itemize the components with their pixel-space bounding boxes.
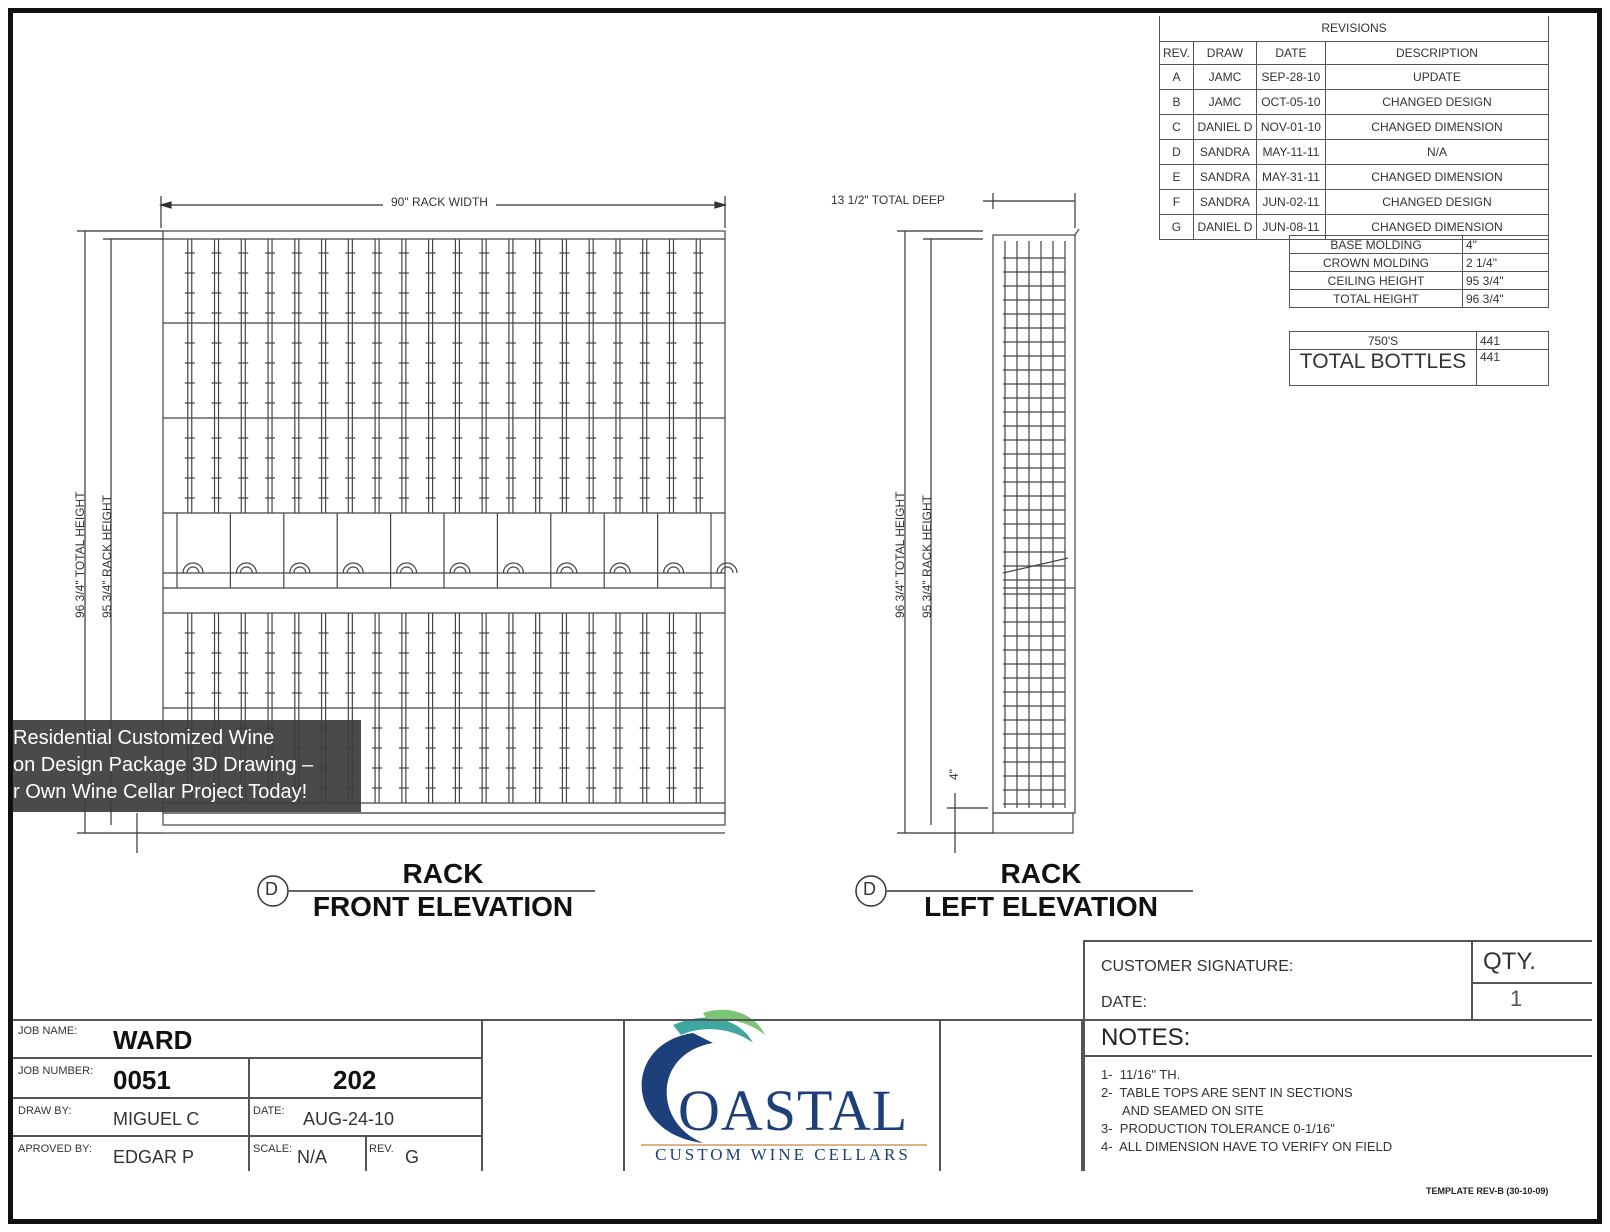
- date-label: DATE:: [253, 1105, 285, 1117]
- spec-label: TOTAL HEIGHT: [1290, 290, 1463, 308]
- customer-signature-label: CUSTOMER SIGNATURE:: [1101, 958, 1294, 975]
- front-title-line2: FRONT ELEVATION: [312, 891, 574, 922]
- front-display-bottle: [236, 563, 256, 573]
- side-title-line2: LEFT ELEVATION: [924, 891, 1158, 922]
- signature-block: [1083, 940, 1592, 1021]
- revision-rev-cell: D: [1160, 139, 1194, 164]
- spec-label: BASE MOLDING: [1290, 236, 1463, 254]
- rev-label: REV.: [369, 1143, 394, 1155]
- revision-description-cell: CHANGED DIMENSION: [1325, 164, 1548, 189]
- side-title-line1: RACK: [1000, 858, 1082, 889]
- revision-date-cell: NOV-01-10: [1256, 114, 1325, 139]
- revisions-table: [1159, 16, 1549, 240]
- rev-value: G: [405, 1147, 420, 1167]
- revision-rev-cell: E: [1160, 164, 1194, 189]
- left-elevation-rack: [993, 229, 1079, 833]
- approved-by-value: EDGAR P: [113, 1147, 195, 1167]
- bottle-type-label: 750'S: [1290, 332, 1477, 350]
- revision-description-cell: CHANGED DIMENSION: [1325, 214, 1548, 239]
- spec-row: [1290, 272, 1549, 290]
- rev-header-date: DATE: [1256, 41, 1325, 64]
- revision-row: [1160, 189, 1549, 214]
- revision-rev-cell: G: [1160, 214, 1194, 239]
- front-display-bottle: [290, 563, 310, 573]
- revision-description-cell: CHANGED DIMENSION: [1325, 114, 1548, 139]
- spec-label: CEILING HEIGHT: [1290, 272, 1463, 290]
- revision-draw-cell: SANDRA: [1193, 164, 1256, 189]
- side-rack-height-label: 95 3/4" RACK HEIGHT: [920, 495, 934, 618]
- front-display-bottle: [503, 563, 523, 573]
- bottles-table: [1289, 331, 1549, 386]
- note-line: 1- 11/16" TH.: [1101, 1067, 1181, 1082]
- total-bottles-label: TOTAL BOTTLES: [1290, 350, 1477, 386]
- job-name-value: WARD: [113, 1025, 193, 1055]
- front-display-bottle: [343, 563, 363, 573]
- revision-draw-cell: DANIEL D: [1193, 114, 1256, 139]
- revision-row: [1160, 64, 1549, 89]
- qty-label: QTY.: [1483, 948, 1536, 975]
- specs-table: [1289, 235, 1549, 308]
- spec-value: 4": [1463, 236, 1549, 254]
- revision-rev-cell: A: [1160, 64, 1194, 89]
- front-width-label: 90" RACK WIDTH: [383, 195, 496, 209]
- spec-value: 2 1/4": [1463, 254, 1549, 272]
- side-base: [993, 813, 1073, 833]
- revision-date-cell: MAY-11-11: [1256, 139, 1325, 164]
- logo-block: [483, 1019, 1083, 1171]
- front-title-line1: RACK: [402, 858, 484, 889]
- spec-label: CROWN MOLDING: [1290, 254, 1463, 272]
- job-extra-value: 202: [333, 1065, 377, 1095]
- spec-value: 96 3/4": [1463, 290, 1549, 308]
- draw-by-value: MIGUEL C: [113, 1109, 200, 1129]
- draw-by-label: DRAW BY:: [18, 1105, 72, 1117]
- spec-row: [1290, 254, 1549, 272]
- revision-description-cell: N/A: [1325, 139, 1548, 164]
- revisions-title: REVISIONS: [1160, 16, 1549, 41]
- job-info-block: [13, 1019, 483, 1171]
- note-line: AND SEAMED ON SITE: [1101, 1103, 1264, 1118]
- rev-header-rev: REV.: [1160, 41, 1194, 64]
- revision-rev-cell: C: [1160, 114, 1194, 139]
- revision-draw-cell: SANDRA: [1193, 139, 1256, 164]
- bottle-type-value: 441: [1477, 332, 1549, 350]
- front-display-bottle: [610, 563, 630, 573]
- template-stamp: TEMPLATE REV-B (30-10-09): [1426, 1186, 1549, 1196]
- scale-value: N/A: [297, 1147, 328, 1167]
- job-name-label: JOB NAME:: [18, 1025, 78, 1037]
- image-caption-tooltip: [13, 720, 361, 812]
- revision-row: [1160, 114, 1549, 139]
- rev-header-description: DESCRIPTION: [1325, 41, 1548, 64]
- front-marker-letter: D: [265, 879, 278, 899]
- revision-date-cell: SEP-28-10: [1256, 64, 1325, 89]
- note-line: 4- ALL DIMENSION HAVE TO VERIFY ON FIELD: [1101, 1139, 1393, 1154]
- logo-tagline: CUSTOM WINE CELLARS: [655, 1145, 911, 1164]
- side-marker-letter: D: [863, 879, 876, 899]
- revision-description-cell: CHANGED DESIGN: [1325, 189, 1548, 214]
- front-total-height-label: 96 3/4" TOTAL HEIGHT: [73, 491, 87, 618]
- rev-header-draw: DRAW: [1193, 41, 1256, 64]
- revision-draw-cell: JAMC: [1193, 89, 1256, 114]
- side-total-height-label: 96 3/4" TOTAL HEIGHT: [893, 491, 907, 618]
- approved-by-label: APROVED BY:: [18, 1143, 92, 1155]
- revision-draw-cell: SANDRA: [1193, 189, 1256, 214]
- revision-description-cell: UPDATE: [1325, 64, 1548, 89]
- revision-rev-cell: B: [1160, 89, 1194, 114]
- notes-title: NOTES:: [1101, 1024, 1191, 1051]
- spec-row: [1290, 236, 1549, 254]
- side-crown: [1075, 229, 1079, 235]
- revision-draw-cell: JAMC: [1193, 64, 1256, 89]
- tooltip-line-1: Residential Customized Wine: [13, 727, 275, 749]
- note-line: 3- PRODUCTION TOLERANCE 0-1/16": [1101, 1121, 1335, 1136]
- front-display-bottle: [450, 563, 470, 573]
- revision-date-cell: JUN-08-11: [1256, 214, 1325, 239]
- job-number-label: JOB NUMBER:: [18, 1065, 94, 1077]
- revision-rev-cell: F: [1160, 189, 1194, 214]
- revision-description-cell: CHANGED DESIGN: [1325, 89, 1548, 114]
- front-display-bottle: [397, 563, 417, 573]
- signature-date-label: DATE:: [1101, 994, 1147, 1011]
- date-value: AUG-24-10: [303, 1109, 395, 1129]
- total-bottles-value: 441: [1477, 350, 1549, 386]
- revision-date-cell: OCT-05-10: [1256, 89, 1325, 114]
- revision-row: [1160, 164, 1549, 189]
- revision-date-cell: JUN-02-11: [1256, 189, 1325, 214]
- drawing-sheet: [8, 8, 1602, 1224]
- revision-draw-cell: DANIEL D: [1193, 214, 1256, 239]
- front-display-bottle: [664, 563, 684, 573]
- notes-block: [1083, 1019, 1592, 1171]
- revision-row: [1160, 139, 1549, 164]
- side-base-dim-label: 4": [947, 769, 961, 780]
- logo-wordmark: OASTAL: [678, 1078, 909, 1143]
- spec-row: [1290, 290, 1549, 308]
- front-rack-height-label: 95 3/4" RACK HEIGHT: [100, 495, 114, 618]
- front-base-molding: [163, 813, 725, 825]
- front-display-bottle: [183, 563, 203, 573]
- front-display-bottle: [557, 563, 577, 573]
- job-number-value: 0051: [113, 1065, 171, 1095]
- qty-value: 1: [1510, 986, 1523, 1011]
- tooltip-line-3: r Own Wine Cellar Project Today!: [13, 781, 308, 803]
- revision-row: [1160, 89, 1549, 114]
- revision-date-cell: MAY-31-11: [1256, 164, 1325, 189]
- tooltip-line-2: on Design Package 3D Drawing –: [13, 754, 314, 776]
- front-display-bottle: [717, 563, 737, 573]
- note-line: 2- TABLE TOPS ARE SENT IN SECTIONS: [1101, 1085, 1353, 1100]
- spec-value: 95 3/4": [1463, 272, 1549, 290]
- side-depth-label: 13 1/2" TOTAL DEEP: [825, 193, 951, 207]
- scale-label: SCALE:: [253, 1143, 293, 1155]
